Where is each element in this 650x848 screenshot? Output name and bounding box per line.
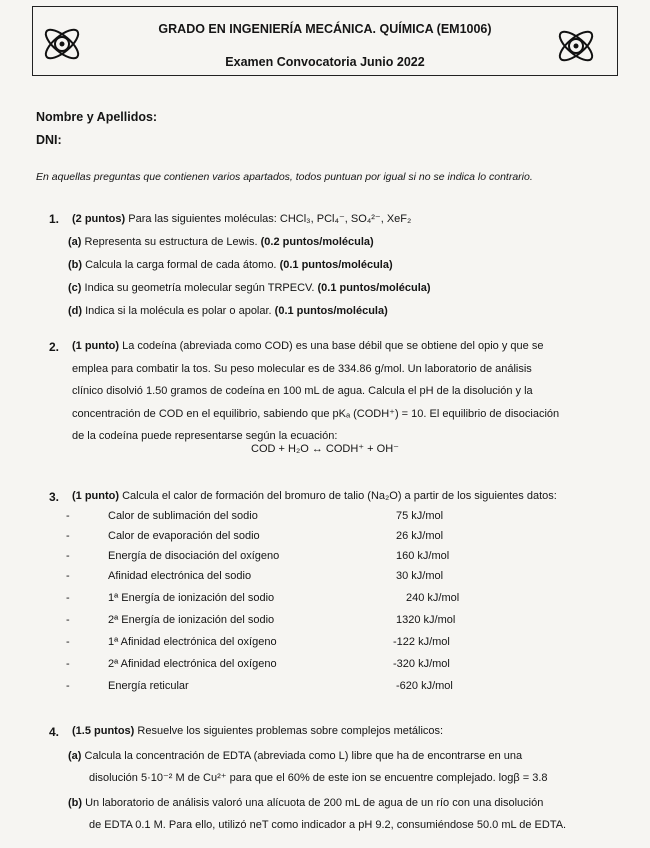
scoring-note: En aquellas preguntas que contienen varios apartados, todos puntuan por igual si no se indica lo contrario. — [36, 171, 533, 183]
q4-item: (a) Calcula la concentración de EDTA (abreviada como L) libre que ha de encontrarse en una disolución 5·10⁻² M de Cu²⁺ para que el 60% de este ion se encuentre complejado. logβ = 3.8 — [68, 750, 548, 784]
data-row: - 1ª Afinidad electrónica del oxígeno -122 kJ/mol — [66, 636, 450, 648]
name-field-label: Nombre y Apellidos: — [36, 110, 158, 124]
dni-field-label: DNI: — [36, 133, 62, 147]
q1-item: (a) Representa su estructura de Lewis. (0.2 puntos/molécula) — [68, 236, 374, 248]
data-row: - 2ª Energía de ionización del sodio 1320 kJ/mol — [66, 614, 456, 626]
exam-subtitle: Examen Convocatoria Junio 2022 — [225, 55, 425, 69]
q2-equation: COD + H₂O ↔ CODH⁺ + OH⁻ — [251, 443, 399, 455]
q1-item: (d) Indica si la molécula es polar o apolar. (0.1 puntos/molécula) — [68, 305, 388, 317]
data-row: - Energía reticular -620 kJ/mol — [66, 680, 453, 692]
q4-item: (b) Un laboratorio de análisis valoró una alícuota de 200 mL de agua de un río con una disolución de EDTA 0.1 M. Para ello, utilizó neT como indicador a pH 9.2, consumiéndose 50.0 mL de EDTA. — [68, 797, 567, 831]
data-row: - Afinidad electrónica del sodio 30 kJ/mol — [66, 570, 444, 582]
q4-number: 4. — [49, 725, 60, 739]
data-row: - Energía de disociación del oxígeno 160 kJ/mol — [66, 550, 450, 562]
q2-statement: (1 punto) La codeína (abreviada como COD) es una base débil que se obtiene del opio y que se emplea para combatir la tos. Su peso molecular es de 334.86 g/mol. Un laboratorio de análisis clínico disolvió 1.50 gramos de codeína en 100 mL de agua. Calcula el pH de la disolución y la concentración de COD en el equilibrio, sabiendo que pKₐ (CODH⁺) = 10. El equilibrio de disociación de la codeína puede representarse según la ecuación: — [72, 340, 560, 442]
q2-number: 2. — [49, 340, 60, 354]
q3-statement: (1 punto) Calcula el calor de formación del bromuro de talio (Na₂O) a partir de los siguientes datos: — [72, 490, 557, 502]
q1-statement: (2 puntos) Para las siguientes moléculas: CHCl₃, PCl₄⁻, SO₄²⁻, XeF₂ — [72, 213, 412, 225]
data-row: - Calor de evaporación del sodio 26 kJ/mol — [66, 530, 444, 542]
q4-statement: (1.5 puntos) Resuelve los siguientes problemas sobre complejos metálicos: — [72, 725, 444, 737]
q1-number: 1. — [49, 212, 60, 226]
q1-item: (b) Calcula la carga formal de cada átomo. (0.1 puntos/molécula) — [68, 259, 393, 271]
data-row: - 1ª Energía de ionización del sodio 240 kJ/mol — [66, 592, 460, 604]
course-title: GRADO EN INGENIERÍA MECÁNICA. QUÍMICA (EM1006) — [158, 22, 492, 36]
q3-number: 3. — [49, 490, 60, 504]
q1-item: (c) Indica su geometría molecular según TRPECV. (0.1 puntos/molécula) — [68, 282, 431, 294]
data-row: - 2ª Afinidad electrónica del oxígeno -320 kJ/mol — [66, 658, 450, 670]
data-row: - Calor de sublimación del sodio 75 kJ/mol — [66, 510, 444, 522]
